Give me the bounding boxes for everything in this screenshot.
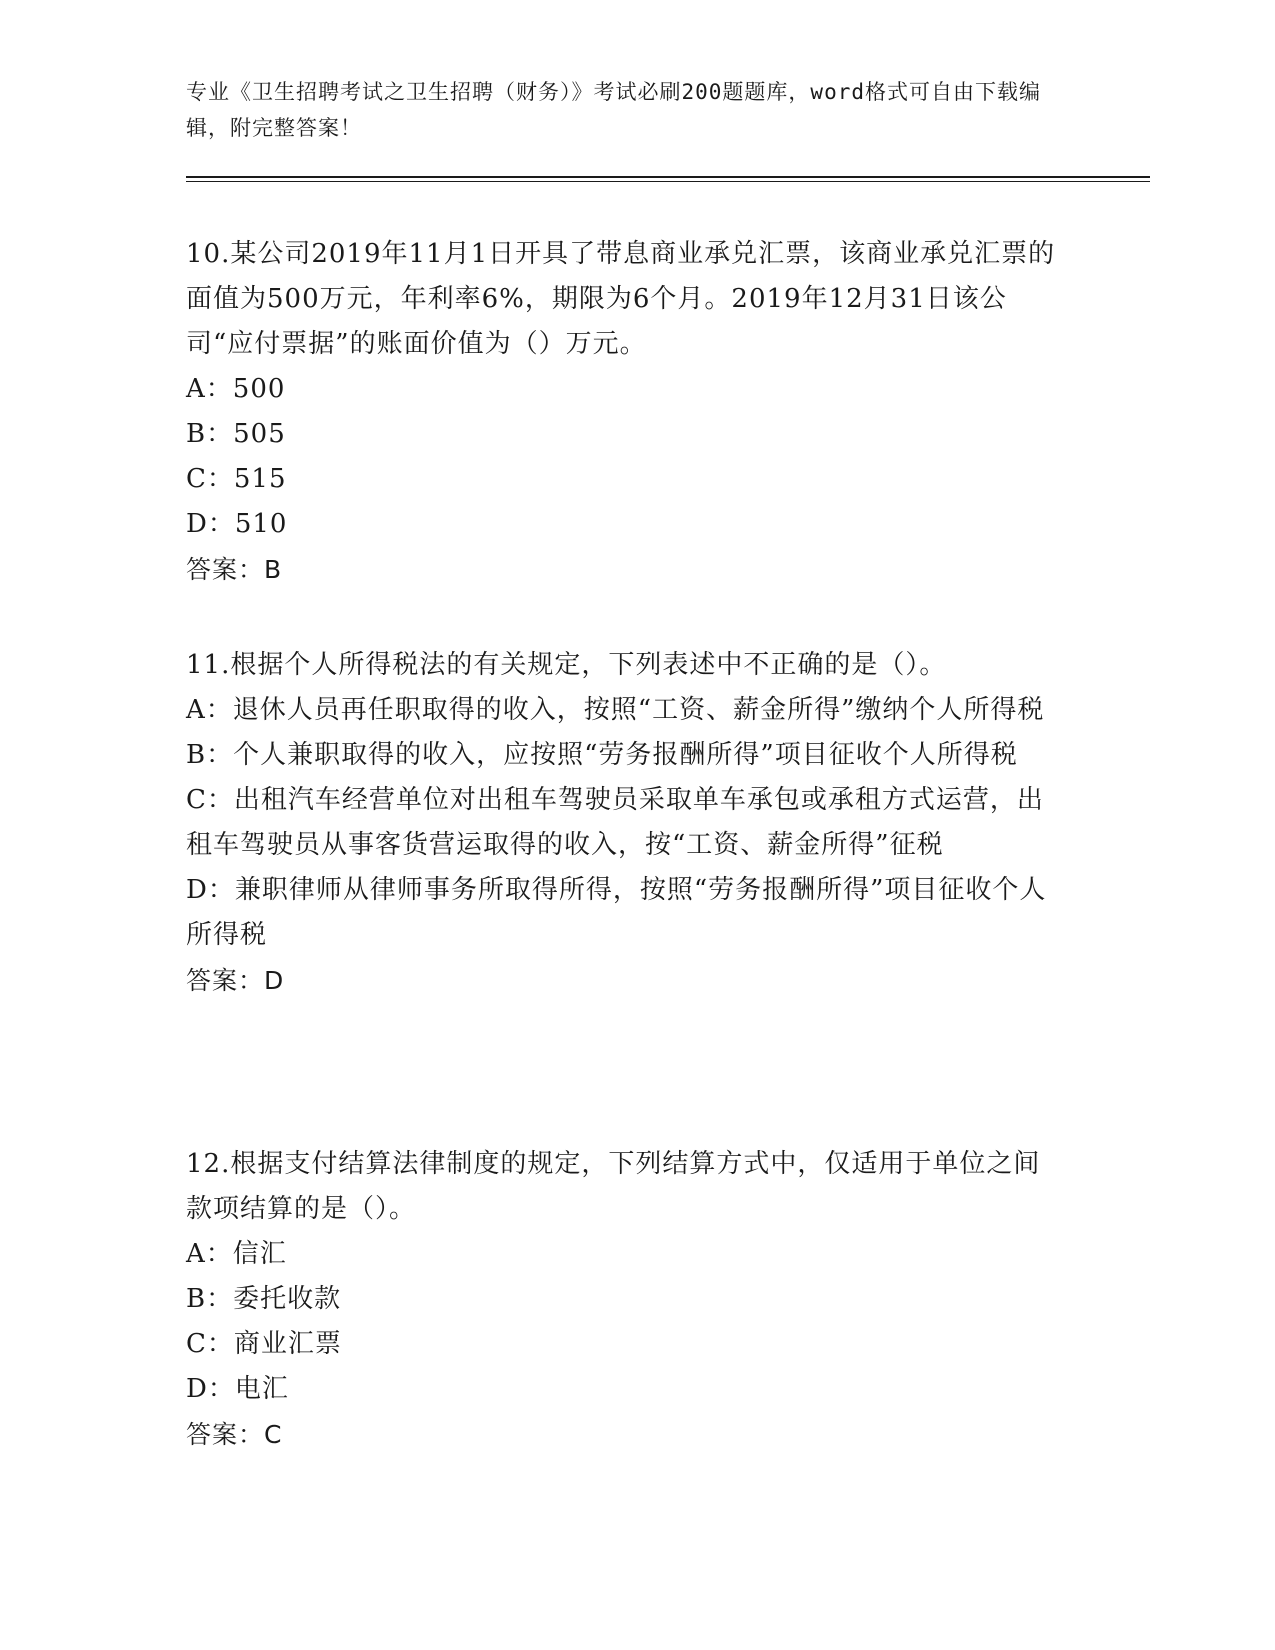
question-10 <box>186 232 1066 592</box>
option-a: A：500 <box>186 374 286 404</box>
answer: 答案：B <box>186 555 283 584</box>
header-divider-thick <box>186 176 1150 178</box>
answer: 答案：C <box>186 1420 283 1449</box>
option-a: A：退休人员再任职取得的收入，按照“工资、薪金所得”缴纳个人所得税 <box>186 695 1045 725</box>
question-12 <box>186 1142 1066 1457</box>
option-d: D：510 <box>186 509 288 539</box>
answer: 答案：D <box>186 966 285 995</box>
option-c: C：515 <box>186 464 287 494</box>
question-stem: 11.根据个人所得税法的有关规定，下列表述中不正确的是（）。 <box>186 650 947 680</box>
option-c: C：商业汇票 <box>186 1329 342 1359</box>
option-c: C：出租汽车经营单位对出租车驾驶员采取单车承包或承租方式运营，出租车驾驶员从事客货营运取得的收入，按“工资、薪金所得”征税 <box>186 785 1044 860</box>
option-d: D：电汇 <box>186 1374 289 1404</box>
header-divider-thin <box>186 181 1150 182</box>
option-b: B：委托收款 <box>186 1284 342 1314</box>
question-stem: 12.根据支付结算法律制度的规定，下列结算方式中，仅适用于单位之间款项结算的是（）。 <box>186 1149 1041 1224</box>
question-11 <box>186 643 1066 1003</box>
document-header: 专业《卫生招聘考试之卫生招聘（财务）》考试必刷200题题库，word格式可自由下载编辑，附完整答案！ <box>186 80 1041 140</box>
option-d: D：兼职律师从律师事务所取得所得，按照“劳务报酬所得”项目征收个人所得税 <box>186 875 1047 950</box>
question-stem: 10.某公司2019年11月1日开具了带息商业承兑汇票，该商业承兑汇票的面值为500万元，年利率6%，期限为6个月。2019年12月31日该公司“应付票据”的账面价值为（）万元。 <box>186 239 1056 359</box>
option-a: A：信汇 <box>186 1239 287 1269</box>
option-b: B：505 <box>186 419 286 449</box>
option-b: B：个人兼职取得的收入，应按照“劳务报酬所得”项目征收个人所得税 <box>186 740 1018 770</box>
